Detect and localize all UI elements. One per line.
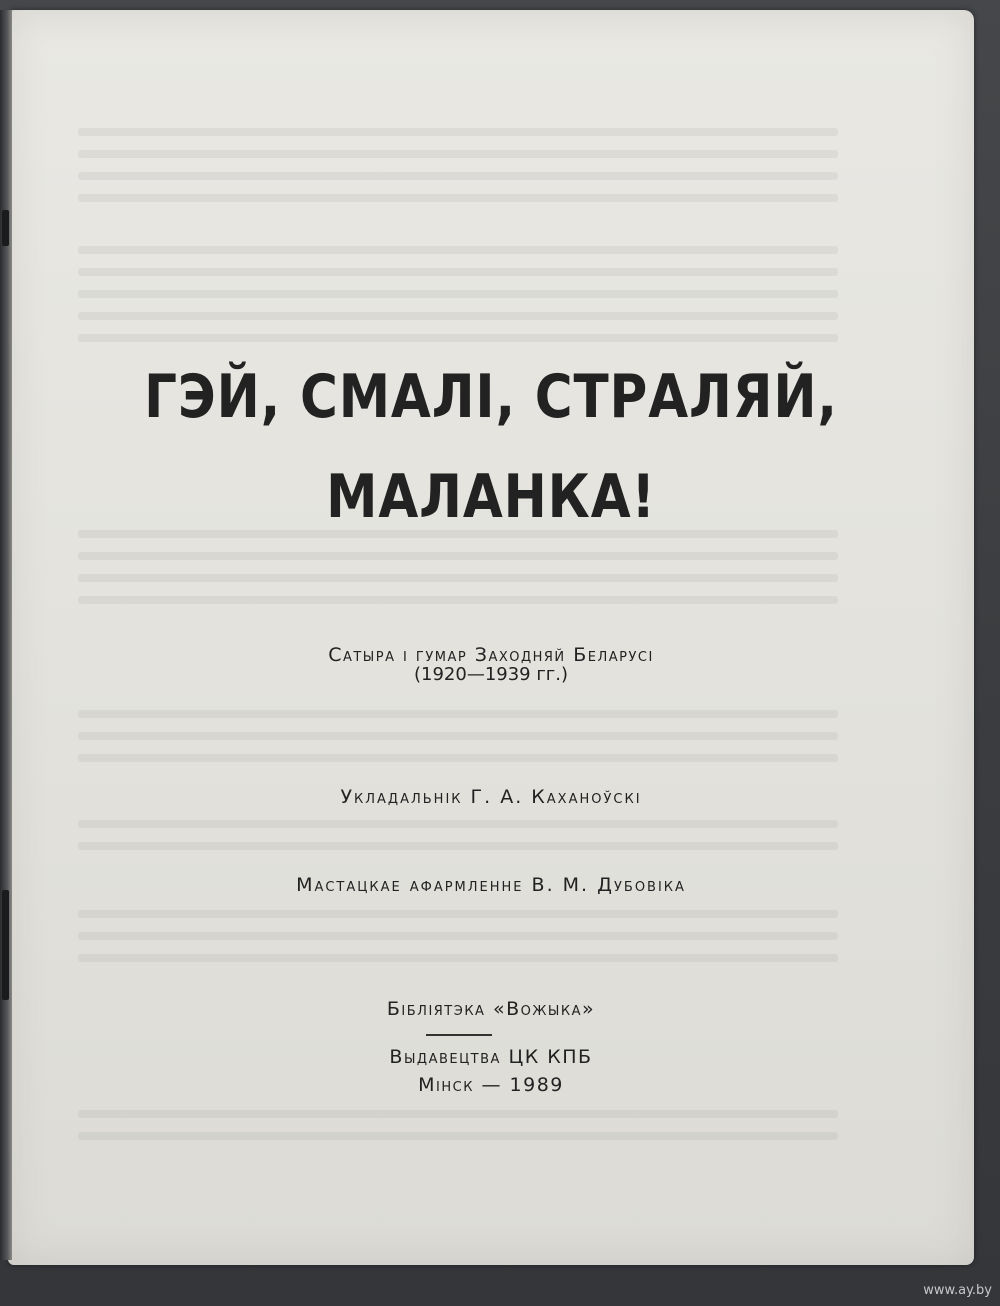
show-through-text [78, 910, 838, 918]
show-through-text [78, 172, 838, 180]
show-through-text [78, 954, 838, 962]
show-through-text [78, 842, 838, 850]
show-through-text [78, 1110, 838, 1118]
divider-rule [426, 1034, 492, 1036]
show-through-text [78, 552, 838, 560]
publisher-name: Выдавецтва ЦК КПБ [389, 1046, 593, 1068]
show-through-text [78, 932, 838, 940]
binding-stitch [2, 210, 9, 246]
show-through-text [78, 150, 838, 158]
watermark: www.ay.by [923, 1283, 992, 1298]
show-through-text [78, 246, 838, 254]
show-through-text [78, 820, 838, 828]
show-through-text [78, 334, 838, 342]
show-through-text [78, 312, 838, 320]
show-through-text [78, 574, 838, 582]
series-name: Бібліятэка «Вожыка» [386, 998, 596, 1020]
show-through-text [78, 290, 838, 298]
artist-credit: Мастацкае афармленне В. М. Дубовіка [296, 874, 686, 896]
show-through-text [78, 596, 838, 604]
book-page [8, 10, 974, 1265]
book-title-line-2: МАЛАНКА! [326, 462, 656, 532]
publication-city-year: Мінск — 1989 [418, 1074, 564, 1096]
compiler-credit: Укладальнік Г. А. Каханоўскі [340, 786, 642, 808]
show-through-text [78, 128, 838, 136]
book-spine [0, 10, 12, 1260]
show-through-text [78, 732, 838, 740]
show-through-text [78, 710, 838, 718]
book-title-line-1: ГЭЙ, СМАЛІ, СТРАЛЯЙ, [144, 362, 838, 432]
book-years: (1920—1939 гг.) [413, 664, 569, 685]
show-through-text [78, 1132, 838, 1140]
show-through-text [78, 194, 838, 202]
binding-stitch [2, 890, 9, 1000]
book-subtitle: Сатыра і гумар Заходняй Беларусі [328, 644, 654, 666]
show-through-text [78, 754, 838, 762]
show-through-text [78, 268, 838, 276]
